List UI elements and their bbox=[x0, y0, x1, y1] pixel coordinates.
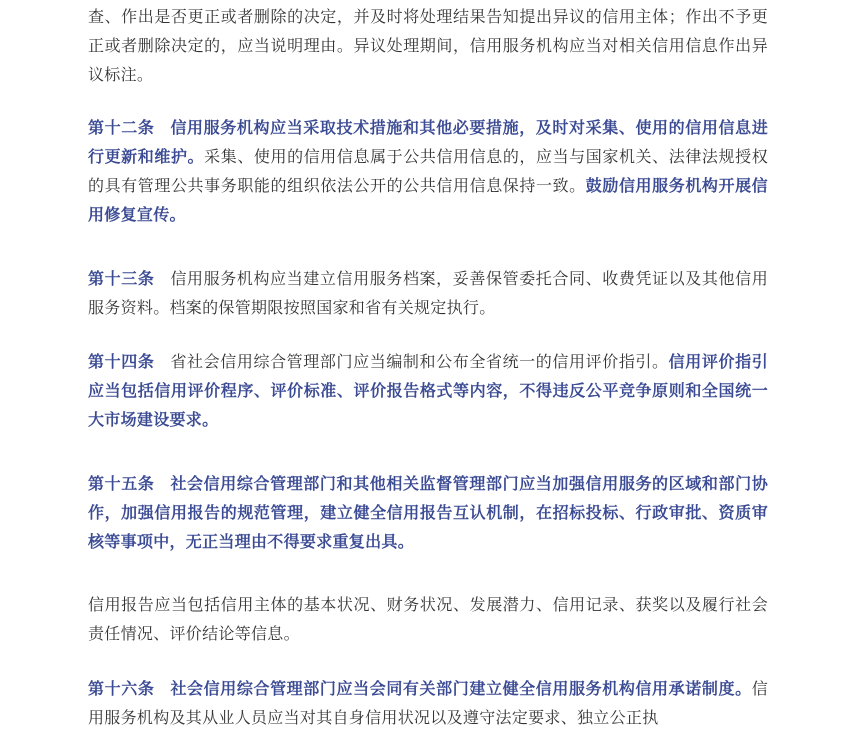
article-bold-text: 信用评价指引应当包括信用评价程序、评价标准、评价报告格式等内容，不得违反公平竞争原则和全国统一大市场建设要求。 bbox=[88, 352, 768, 429]
paragraph-text: 信用报告应当包括信用主体的基本状况、财务状况、发展潜力、信用记录、获奖以及履行社会责任情况、评价结论等信息。 bbox=[88, 595, 768, 643]
article-15 bbox=[88, 469, 768, 556]
article-text: 采集、使用的信用信息属于公共信用信息的，应当与国家机关、法律法规授权的具有管理公共事务职能的组织依法公开的公共信用信息保持一致。 bbox=[88, 147, 768, 195]
article-label: 第十四条 bbox=[88, 352, 155, 371]
paragraph-text: 查、作出是否更正或者删除的决定，并及时将处理结果告知提出异议的信用主体；作出不予更正或者删除决定的，应当说明理由。异议处理期间，信用服务机构应当对相关信用信息作出异议标注。 bbox=[88, 7, 768, 84]
article-bold-text: 社会信用综合管理部门和其他相关监督管理部门应当加强信用服务的区域和部门协作，加强信用报告的规范管理，建立健全信用报告互认机制，在招标投标、行政审批、资质审核等事项中，无正当理由不得要求重复出具。 bbox=[88, 474, 768, 551]
article-label: 第十二条 bbox=[88, 118, 155, 137]
article-12 bbox=[88, 113, 768, 229]
article-label: 第十六条 bbox=[88, 679, 155, 698]
article-label: 第十三条 bbox=[88, 269, 155, 288]
article-bold-text: 信用服务机构应当采取技术措施和其他必要措施，及时对采集、使用的信用信息进行更新和维护。 bbox=[88, 118, 768, 166]
article-bold-text: 社会信用综合管理部门应当会同有关部门建立健全信用服务机构信用承诺制度。 bbox=[170, 679, 752, 698]
article-text: 信用服务机构及其从业人员应当对其自身信用状况以及遵守法定要求、独立公正执 bbox=[88, 679, 768, 727]
article-bold-text: 鼓励信用服务机构开展信用修复宣传。 bbox=[88, 176, 768, 224]
paragraph-continuation bbox=[88, 2, 768, 89]
article-13 bbox=[88, 264, 768, 322]
article-16 bbox=[88, 674, 768, 732]
article-text: 省社会信用综合管理部门应当编制和公布全省统一的信用评价指引。 bbox=[170, 352, 669, 371]
paragraph-credit-report bbox=[88, 590, 768, 648]
article-text: 信用服务机构应当建立信用服务档案，妥善保管委托合同、收费凭证以及其他信用服务资料。档案的保管期限按照国家和省有关规定执行。 bbox=[88, 269, 768, 317]
article-label: 第十五条 bbox=[88, 474, 155, 493]
article-14 bbox=[88, 347, 768, 434]
